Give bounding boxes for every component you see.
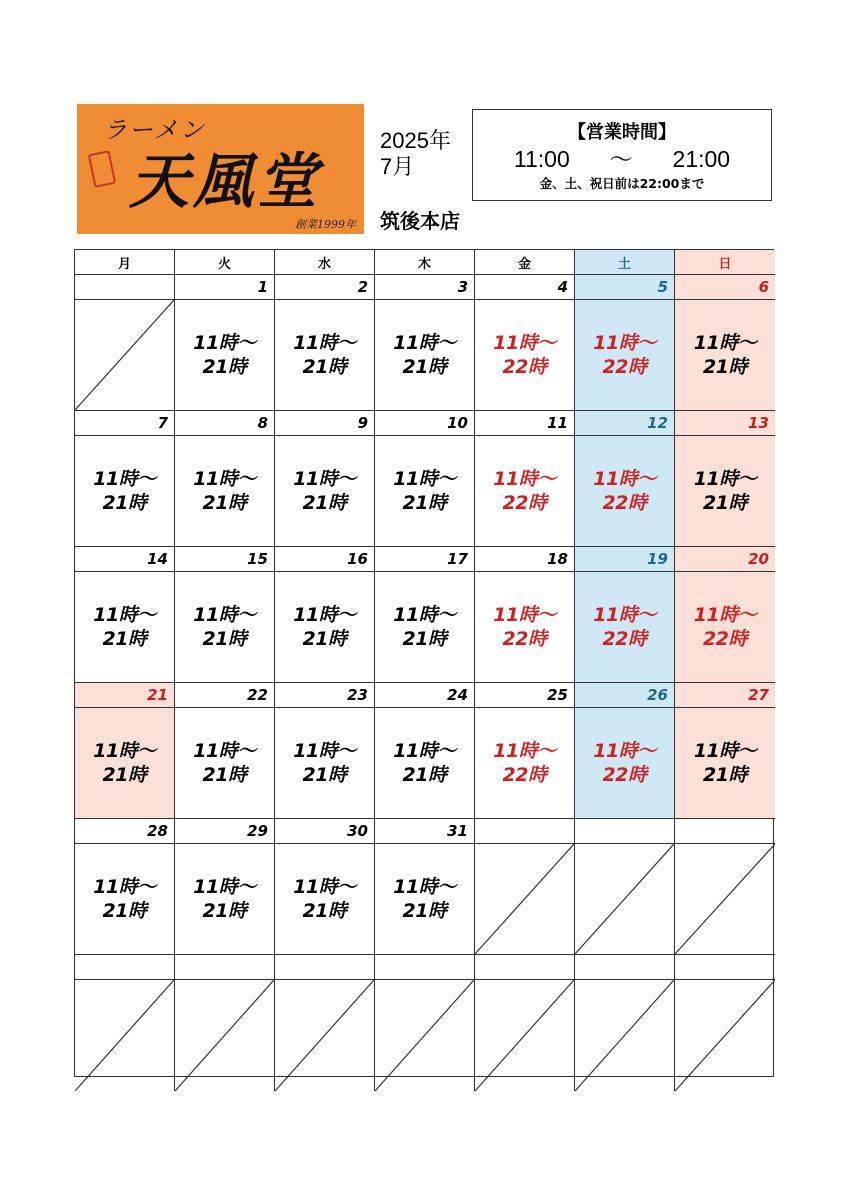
hours-open-line: 11時～: [93, 604, 156, 626]
day-number: [575, 955, 675, 980]
hours-close-line: 21時: [202, 356, 247, 378]
day-hours-cell: [175, 708, 275, 819]
day-number: 9: [275, 411, 375, 436]
weekday-header: 月: [75, 250, 175, 275]
hours-open-line: 11時～: [493, 604, 556, 626]
day-hours-cell: [175, 572, 275, 683]
hours-close-line: 21時: [202, 764, 247, 786]
day-number: [475, 955, 575, 980]
hours-close-line: 22時: [502, 764, 547, 786]
weekday-header: 日: [675, 250, 775, 275]
hours-close-line: 21時: [703, 764, 747, 786]
regular-hours: [93, 739, 155, 787]
day-hours-cell: [275, 844, 375, 955]
day-hours-cell: [375, 436, 475, 547]
regular-hours: [393, 331, 455, 379]
day-number: [75, 955, 175, 980]
hours-close-line: 21時: [402, 628, 447, 650]
hours-close-line: 22時: [602, 764, 647, 786]
hours-open-line: 11時～: [193, 604, 256, 626]
regular-hours: [293, 875, 355, 923]
store-branch-name: 筑後本店: [380, 209, 460, 233]
day-number: 19: [575, 547, 675, 572]
hours-open-line: 11時～: [93, 876, 156, 898]
day-number: [675, 955, 775, 980]
day-number: 8: [175, 411, 275, 436]
day-hours-cell: [75, 436, 175, 547]
closed-day-cell: [675, 844, 775, 955]
monthly-calendar: [74, 249, 774, 1077]
calendar-title: [380, 128, 451, 180]
regular-hours: [393, 603, 455, 651]
day-number: 29: [175, 819, 275, 844]
day-hours-cell: [375, 844, 475, 955]
regular-hours: [293, 331, 355, 379]
regular-hours: [93, 467, 155, 515]
hours-open-line: 11時～: [693, 332, 757, 354]
slash-mark: [175, 980, 274, 1091]
day-number: 2: [275, 275, 375, 300]
regular-hours: [694, 739, 756, 787]
hours-open-line: 11時～: [593, 468, 656, 490]
business-hours-box: [472, 109, 772, 201]
day-number: 31: [375, 819, 475, 844]
day-hours-cell: [575, 436, 675, 547]
day-number: 18: [475, 547, 575, 572]
day-number: 17: [375, 547, 475, 572]
regular-hours: [393, 467, 455, 515]
slash-mark: [375, 980, 474, 1091]
day-hours-cell: [475, 436, 575, 547]
day-number: 5: [575, 275, 675, 300]
hours-open-line: 11時～: [493, 740, 556, 762]
slash-mark: [675, 844, 775, 954]
hours-open-line: 11時～: [693, 740, 757, 762]
day-hours-cell: [575, 300, 675, 411]
day-number: 20: [675, 547, 775, 572]
day-number: [75, 275, 175, 300]
hours-close-line: 21時: [102, 628, 147, 650]
open-time: 11:00: [513, 146, 570, 172]
store-logo: [77, 104, 364, 234]
day-hours-cell: [275, 572, 375, 683]
hours-open-line: 11時～: [193, 468, 256, 490]
day-hours-cell: [375, 572, 475, 683]
extended-hours: [493, 467, 555, 515]
time-separator: ～: [609, 146, 633, 172]
day-number: 16: [275, 547, 375, 572]
closed-day-cell: [175, 980, 275, 1091]
hours-open-line: 11時～: [293, 876, 356, 898]
weekday-header: 土: [575, 250, 675, 275]
day-number: 21: [75, 683, 175, 708]
hours-open-line: 11時～: [393, 604, 456, 626]
closed-day-cell: [675, 980, 775, 1091]
hours-open-line: 11時～: [393, 740, 456, 762]
extended-hours: [593, 467, 655, 515]
regular-hours: [193, 603, 255, 651]
closed-day-cell: [575, 844, 675, 955]
hours-close-line: 21時: [703, 356, 747, 378]
regular-hours: [193, 331, 255, 379]
day-number: 7: [75, 411, 175, 436]
closed-day-cell: [75, 300, 175, 411]
day-hours-cell: [175, 844, 275, 955]
hours-open-line: 11時～: [293, 740, 356, 762]
regular-hours: [694, 467, 756, 515]
regular-hours: [193, 739, 255, 787]
day-hours-cell: [475, 572, 575, 683]
calendar-year: 2025年: [380, 128, 451, 153]
regular-hours: [293, 739, 355, 787]
day-number: 12: [575, 411, 675, 436]
hours-open-line: 11時～: [393, 468, 456, 490]
hours-open-line: 11時～: [493, 468, 556, 490]
hours-close-line: 21時: [402, 356, 447, 378]
day-hours-cell: [375, 708, 475, 819]
hours-open-line: 11時～: [693, 468, 757, 490]
day-number: 13: [675, 411, 775, 436]
slash-mark: [575, 844, 674, 954]
hours-close-line: 21時: [202, 628, 247, 650]
hours-open-line: 11時～: [293, 604, 356, 626]
hours-close-line: 21時: [402, 492, 447, 514]
day-number: 25: [475, 683, 575, 708]
calendar-month: 7月: [380, 154, 415, 179]
day-hours-cell: [375, 300, 475, 411]
extended-hours: [593, 331, 655, 379]
regular-hours: [193, 875, 255, 923]
hours-open-line: 11時～: [193, 740, 256, 762]
day-hours-cell: [675, 708, 775, 819]
hours-open-line: 11時～: [93, 740, 156, 762]
hours-open-line: 11時～: [593, 604, 656, 626]
closed-day-cell: [75, 980, 175, 1091]
extended-hours: [593, 603, 655, 651]
extended-hours: [493, 603, 555, 651]
extended-hours: [493, 331, 555, 379]
weekday-header: 木: [375, 250, 475, 275]
hours-close-line: 21時: [402, 900, 447, 922]
hours-close-line: 21時: [202, 492, 247, 514]
day-hours-cell: [275, 436, 375, 547]
day-number: [675, 819, 775, 844]
hours-close-line: 21時: [402, 764, 447, 786]
day-number: 14: [75, 547, 175, 572]
day-number: 28: [75, 819, 175, 844]
day-number: [375, 955, 475, 980]
weekday-header: 火: [175, 250, 275, 275]
weekday-header: 金: [475, 250, 575, 275]
day-number: 22: [175, 683, 275, 708]
hours-close-line: 21時: [302, 356, 347, 378]
hours-close-line: 21時: [102, 764, 147, 786]
logo-founded-text: 創業1999年: [295, 218, 356, 231]
hours-close-line: 22時: [502, 628, 547, 650]
slash-mark: [275, 980, 374, 1091]
hours-open-line: 11時～: [593, 740, 656, 762]
slash-mark: [575, 980, 674, 1091]
day-hours-cell: [275, 708, 375, 819]
hours-close-line: 21時: [202, 900, 247, 922]
seal-mark: [88, 150, 117, 188]
logo-store-name: 天風堂: [129, 147, 321, 217]
regular-hours: [93, 875, 155, 923]
day-hours-cell: [75, 844, 175, 955]
regular-hours: [393, 739, 455, 787]
calendar-grid: [74, 249, 774, 1077]
hours-close-line: 21時: [302, 764, 347, 786]
day-number: 15: [175, 547, 275, 572]
closed-day-cell: [275, 980, 375, 1091]
hours-close-line: 21時: [102, 492, 147, 514]
business-hours-note: 金、土、祝日前は22:00まで: [539, 176, 705, 191]
hours-open-line: 11時～: [593, 332, 656, 354]
hours-close-line: 21時: [302, 628, 347, 650]
hours-close-line: 21時: [703, 492, 747, 514]
business-hours-range: [473, 146, 771, 172]
day-number: 26: [575, 683, 675, 708]
closed-day-cell: [575, 980, 675, 1091]
slash-mark: [75, 980, 174, 1091]
day-number: [575, 819, 675, 844]
day-number: 4: [475, 275, 575, 300]
hours-close-line: 21時: [302, 492, 347, 514]
hours-open-line: 11時～: [693, 604, 757, 626]
close-time: 21:00: [672, 146, 731, 172]
day-number: [175, 955, 275, 980]
day-hours-cell: [75, 572, 175, 683]
hours-open-line: 11時～: [93, 468, 156, 490]
day-number: 30: [275, 819, 375, 844]
regular-hours: [93, 603, 155, 651]
hours-open-line: 11時～: [393, 876, 456, 898]
day-number: 23: [275, 683, 375, 708]
day-hours-cell: [475, 300, 575, 411]
day-hours-cell: [575, 708, 675, 819]
closed-day-cell: [375, 980, 475, 1091]
hours-close-line: 22時: [602, 628, 647, 650]
hours-close-line: 21時: [302, 900, 347, 922]
day-number: [275, 955, 375, 980]
day-number: 3: [375, 275, 475, 300]
hours-open-line: 11時～: [193, 876, 256, 898]
hours-open-line: 11時～: [393, 332, 456, 354]
slash-mark: [475, 844, 574, 954]
hours-close-line: 22時: [502, 492, 547, 514]
closed-day-cell: [475, 980, 575, 1091]
day-hours-cell: [175, 436, 275, 547]
regular-hours: [293, 467, 355, 515]
day-hours-cell: [175, 300, 275, 411]
extended-hours: [694, 603, 756, 651]
day-number: 10: [375, 411, 475, 436]
hours-open-line: 11時～: [493, 332, 556, 354]
hours-close-line: 22時: [602, 492, 647, 514]
hours-open-line: 11時～: [293, 468, 356, 490]
logo-ramen-text: ラーメン: [103, 116, 206, 144]
business-hours-title: 【営業時間】: [568, 122, 676, 143]
day-hours-cell: [575, 572, 675, 683]
day-number: 1: [175, 275, 275, 300]
extended-hours: [593, 739, 655, 787]
slash-mark: [475, 980, 574, 1091]
slash-mark: [75, 300, 174, 410]
slash-mark: [675, 980, 775, 1091]
day-number: 11: [475, 411, 575, 436]
regular-hours: [694, 331, 756, 379]
weekday-header: 水: [275, 250, 375, 275]
regular-hours: [293, 603, 355, 651]
day-hours-cell: [75, 708, 175, 819]
day-number: [475, 819, 575, 844]
day-hours-cell: [675, 300, 775, 411]
hours-open-line: 11時～: [293, 332, 356, 354]
day-hours-cell: [675, 436, 775, 547]
hours-close-line: 22時: [602, 356, 647, 378]
hours-close-line: 21時: [102, 900, 147, 922]
day-number: 27: [675, 683, 775, 708]
hours-close-line: 22時: [703, 628, 747, 650]
day-number: 24: [375, 683, 475, 708]
hours-close-line: 22時: [502, 356, 547, 378]
hours-open-line: 11時～: [193, 332, 256, 354]
extended-hours: [493, 739, 555, 787]
day-hours-cell: [475, 708, 575, 819]
day-number: 6: [675, 275, 775, 300]
day-hours-cell: [675, 572, 775, 683]
day-hours-cell: [275, 300, 375, 411]
regular-hours: [393, 875, 455, 923]
closed-day-cell: [475, 844, 575, 955]
regular-hours: [193, 467, 255, 515]
